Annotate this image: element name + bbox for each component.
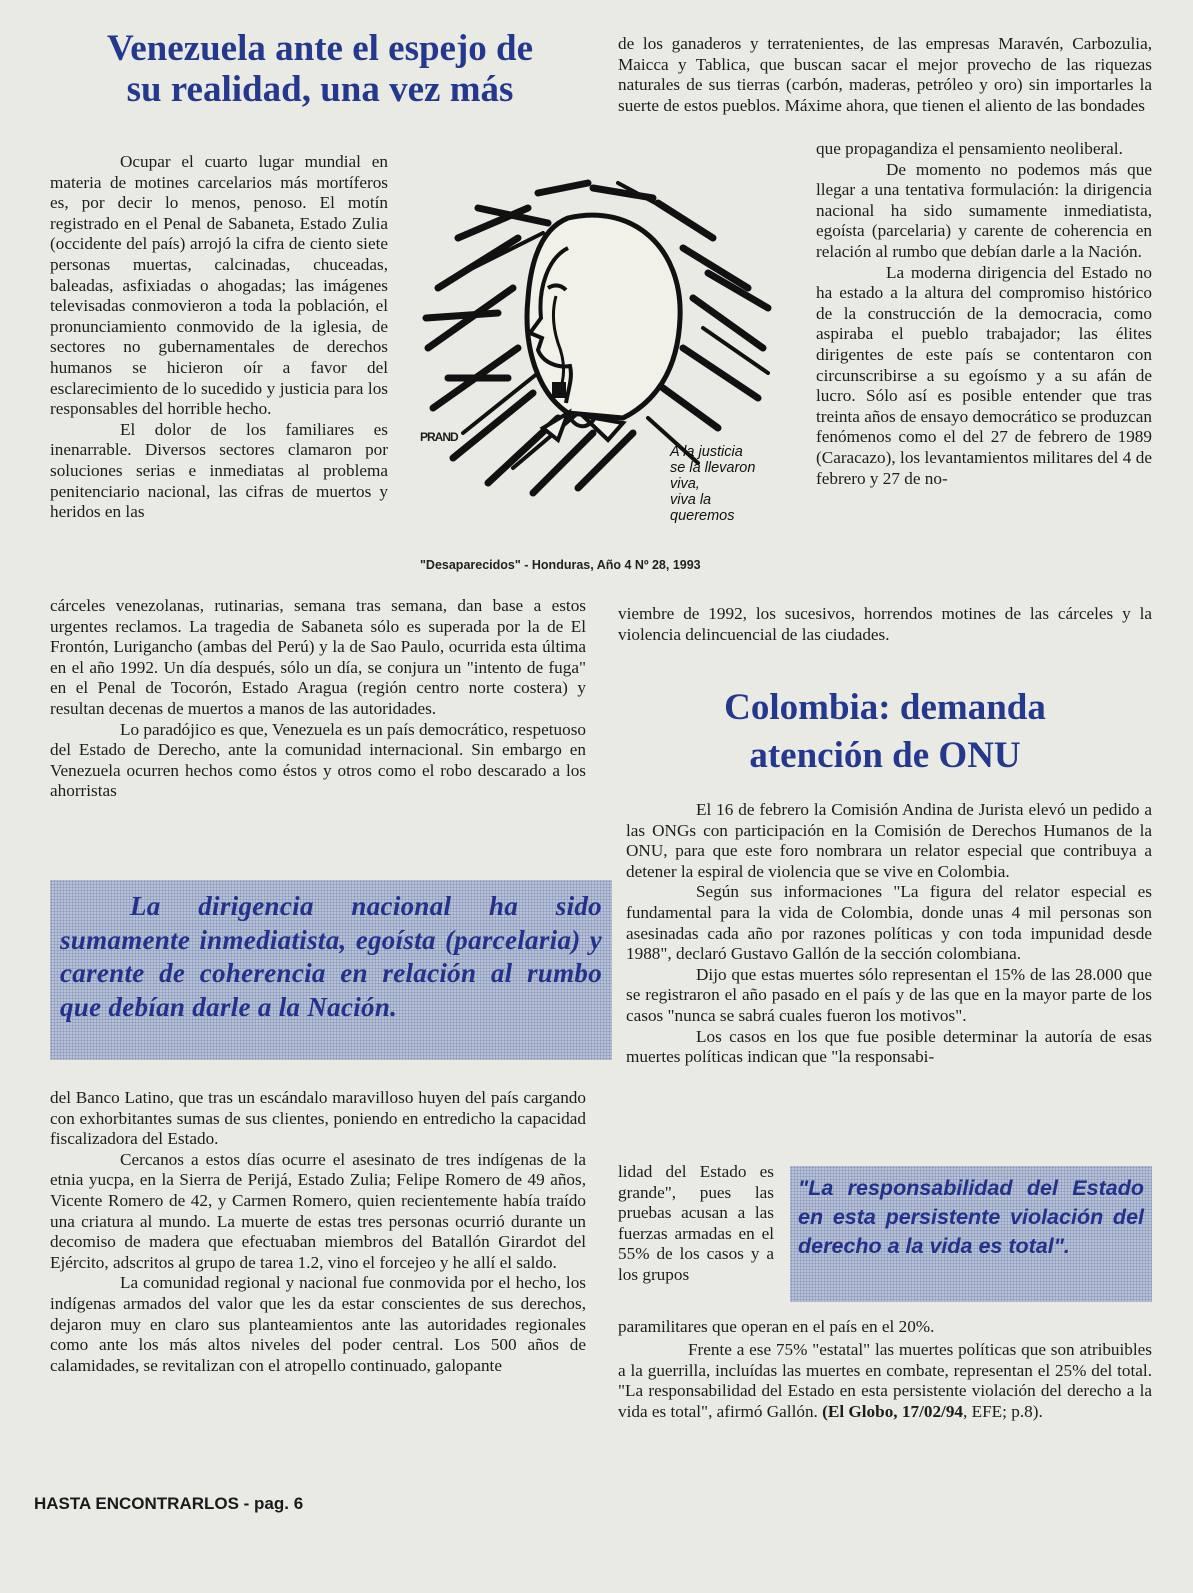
paragraph: lidad del Estado es grande", pues las pruebas acusan a las fuerzas armadas en el 55% de los casos y a los grupos	[618, 1162, 774, 1284]
paragraph: De momento no podemos más que llegar a una tentativa formulación: la dirigencia nacional ha sido sumamente inmediatista, egoísta (parcelaria) y carente de coherencia en relación al rumbo que debían darle a la Nación.	[816, 159, 1152, 261]
article2-pullquote	[790, 1166, 1152, 1302]
article1-right-wide-text	[618, 604, 1152, 645]
illustrator-signature: PRAND	[420, 430, 458, 444]
paragraph: La moderna dirigencia del Estado no ha estado a la altura del compromiso histórico de la construcción de la democracia, como aspiraba el pueblo trabajador; las élites dirigentes de este país se contentaron con circunscribirse a su egoísmo y a su afán de lucro. Sólo así es posible entender que tras treinta años de ensayo democrático se produzcan fenómenos como el del 27 de febrero de 1989 (Caracazo), los levantamientos militares del 4 de febrero y 27 de no-	[816, 262, 1152, 488]
paragraph: Cercanos a estos días ocurre el asesinato de tres indígenas de la etnia yucpa, en la Sierra de Perijá, Estado Zulia; Felipe Romero de 49 años, Vicente Romero de 42, y Carmen Romero, quien recientemente había traído una criatura al mundo. La muerte de estas tres personas ocurrió durante un decomiso de madera que efectuaban miembros del Batallón Girardot del Ejército, adscritos al grupo de tarea 1.2, vino el forcejeo y he allí el saldo.	[50, 1149, 586, 1272]
paragraph: que propagandiza el pensamiento neoliberal.	[816, 139, 1123, 158]
article1-left-wide-text	[50, 596, 586, 802]
page-footer: HASTA ENCONTRARLOS - pag. 6	[34, 1494, 304, 1513]
article2-last-paragraph	[618, 1340, 1152, 1422]
article2-after-narrow-text	[618, 1317, 1152, 1338]
article2-title-line2: atención de ONU	[749, 735, 1021, 776]
paragraph	[618, 1340, 1152, 1422]
paragraph: Ocupar el cuarto lugar mundial en materia de motines carcelarios más mortíferos es, por decir lo menos, penoso. El motín registrado en el Penal de Sabaneta, Estado Zulia (occidente del país) arrojó la cifra de ciento siete personas muertas, calcinadas, chuceadas, baleadas, asfixiadas o ahogadas; las imágenes televisadas conmovieron a toda la población, el pronunciamiento conmovido de la iglesia, de sectores no gubernamentales de derechos humanos se hicieron oír a favor del esclarecimiento de lo sucedido y justicia para los responsables del horrible hecho.	[50, 152, 388, 419]
article1-title-line1: Venezuela ante el espejo de	[106, 28, 534, 69]
article1-right-top-text	[618, 34, 1152, 116]
paragraph: paramilitares que operan en el país en el 20%.	[618, 1317, 935, 1336]
paragraph: El 16 de febrero la Comisión Andina de Jurista elevó un pedido a las ONGs con participación en la Comisión de Derechos Humanos de la ONU, para que este foro nombrara un relator especial que contribuya a detener la espiral de violencia que se vive en Colombia.	[626, 800, 1152, 881]
paragraph: Lo paradójico es que, Venezuela es un país democrático, respetuoso del Estado de Derecho, ante la comunidad internacional. Sin embargo en Venezuela ocurren hechos como éstos y otros como el robo descarado a los ahorristas	[50, 719, 586, 801]
last-paragraph-text: Frente a ese 75% "estatal" las muertes políticas que son atribuibles a la guerrilla, incluídas las muertes en combate, representan el 25% del total. "La responsabilidad del Estado en esta persistente violación del derecho a la vida es total", afirmó Gallón.	[618, 1340, 1152, 1421]
paragraph: Los casos en los que fue posible determinar la autoría de esas muertes políticas indican que "la responsabi-	[626, 1026, 1152, 1067]
handwritten-line: viva,	[670, 476, 700, 492]
illustration	[418, 178, 788, 524]
handwritten-line: A la justicia	[670, 444, 743, 460]
paragraph: de los ganaderos y terratenientes, de las empresas Maravén, Carbozulia, Maicca y Tablica, que buscan sacar el mejor provecho de las riquezas naturales de sus tierras (carbón, maderas, petróleo y oro) sin importarles la suerte de estos pueblos. Máxime ahora, que tienen el aliento de las bondades	[618, 34, 1152, 115]
article1-left-top-text	[50, 152, 388, 523]
paragraph: Dijo que estas muertes sólo representan el 15% de las 28.000 que se registraron el año pasado en el país y de las que en la mayor parte de los casos "nunca se sabrá cuales fueron los motivos".	[626, 964, 1152, 1025]
paragraph: La comunidad regional y nacional fue conmovida por el hecho, los indígenas armados del valor que les da estar conscientes de sus derechos, dejaron muy en claro sus planteamientos ante las autoridades regionales como ante los más altos niveles del poder central. Los 500 años de calamidades, se revitalizan con el atropello continuado, galopante	[50, 1273, 586, 1375]
handwritten-line: se la llevaron	[670, 460, 756, 476]
paragraph: cárceles venezolanas, rutinarias, semana tras semana, dan base a estos urgentes reclamos. La tragedia de Sabaneta sólo es superada por la de El Frontón, Lurigancho (ambas del Perú) y la de Sao Paulo, ocurrida esta última en el año 1992. Un día después, sólo un día, se conjura un "intento de fuga" en el Penal de Tocorón, Estado Aragua (región centro norte costera) y resultan decenas de muertos a manos de las autoridades.	[50, 596, 586, 718]
pullquote-text: La dirigencia nacional ha sido sumamente inmediatista, egoísta (parcelaria) y carente de coherencia en relación al rumbo que debían darle a la Nación.	[60, 891, 602, 1022]
source-citation: (El Globo, 17/02/94	[822, 1401, 964, 1421]
handwritten-line: queremos	[670, 508, 735, 524]
paragraph: Según sus informaciones "La figura del relator especial es fundamental para la vida de Colombia, donde unas 4 mil personas son asesinadas cada año por razones políticas y con toda impunidad desde 1988", declaró Gustavo Gallón de la sección colombiana.	[626, 882, 1152, 964]
article1-title-line2: su realidad, una vez más	[126, 69, 514, 111]
paragraph: del Banco Latino, que tras un escándalo maravilloso huyen del país cargando con exhorbitantes sumas de sus clientes, poniendo en entredicho la capacidad fiscalizadora del Estado.	[50, 1088, 586, 1149]
article1-left-bottom-text	[50, 1088, 586, 1376]
illustration-caption: "Desaparecidos" - Honduras, Año 4 Nº 28, 1993	[420, 558, 701, 572]
illustration-handwritten-text	[670, 444, 790, 524]
source-citation-tail: , EFE; p.8).	[963, 1401, 1043, 1421]
article2-narrow-text	[618, 1162, 774, 1286]
article2-body-text	[626, 800, 1152, 1068]
article1-title	[50, 28, 590, 111]
article1-right-narrow-text	[816, 139, 1152, 489]
handwritten-line: viva la	[670, 492, 712, 508]
paragraph: El dolor de los familiares es inenarrable. Diversos sectores clamaron por soluciones serias e inmediatas al problema penitenciario nacional, las cifras de muertos y heridos en las	[50, 419, 388, 522]
article2-title-line1: Colombia: demanda	[724, 687, 1046, 728]
article1-pullquote	[50, 880, 612, 1060]
pullquote-text: "La responsabilidad del Estado en esta persistente violación del derecho a la vida es total".	[798, 1176, 1144, 1258]
paragraph: viembre de 1992, los sucesivos, horrendos motines de las cárceles y la violencia delincuencial de las ciudades.	[618, 604, 1152, 644]
article2-title	[640, 684, 1130, 780]
